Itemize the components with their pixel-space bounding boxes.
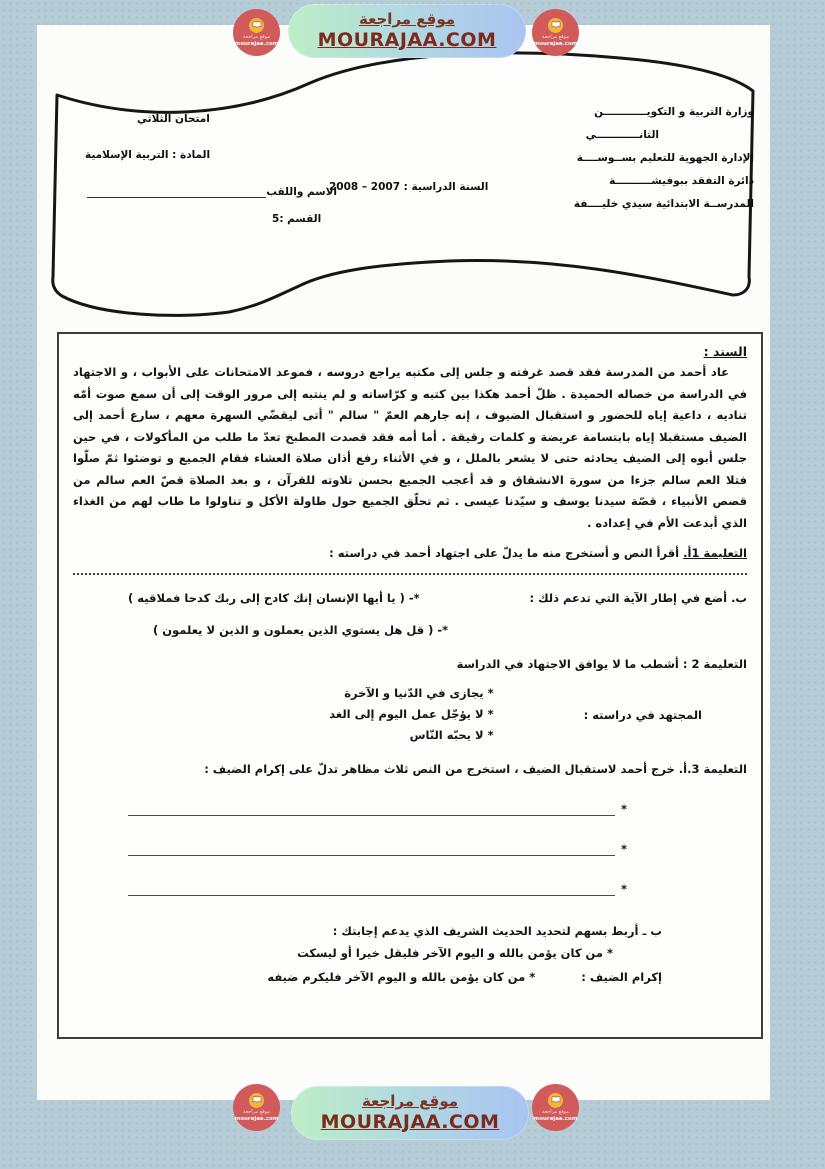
brand-badge-bottom-right: [532, 1084, 579, 1131]
badge-site-name: موقع مراجعة: [243, 1108, 270, 1115]
site-name-arabic[interactable]: موقع مراجعة: [358, 10, 456, 28]
question-2-row: [73, 683, 747, 746]
question-3b-row: [73, 970, 747, 984]
question-1a: [73, 546, 747, 560]
school-year: السنة الدراسية : 2007 – 2008: [329, 181, 489, 193]
badge-site-name: موقع مراجعة: [542, 1108, 569, 1115]
answer-dotted-line: [73, 570, 747, 575]
ministry-line: دائرة التفقد ببوفيشــــــــــة: [609, 175, 754, 187]
option-item: * لا يؤجّل عمل اليوم إلى الغد: [329, 707, 494, 721]
question-1b-label: ب. أضع في إطار الآية التي تدعم ذلك :: [529, 591, 747, 605]
answer-blank-line: [128, 842, 615, 856]
question-1b-row: [73, 591, 747, 605]
option-item: * لا يحبّه النّاس: [409, 728, 494, 742]
hadith-option-1: * من كان يؤمن بالله و اليوم الآخر فليقل خيرا أو ليسكت: [297, 946, 613, 960]
reading-passage: عاد أحمد من المدرسة فقد قصد غرفته و جلس إلى مكتبه يراجع دروسه ، فموعد الامتحانات على الأبواب ، و الاجتهاد في الدراسة من خصاله الحميدة . ظلّ أحمد هكذا بين كتبه و كرّاساته و لم ينتبه إلى مرور الوقت إلى أن سمع صوت أمّه تناديه ، داعية إياه للحضور و استقبال الضيوف ، إنه جارهم العمّ " سالم " أتى ليقضّي السهرة معهم ، سارع أحمد إلى الضيف مستقبلا إياه بابتسامة عريضة و كلمات رقيقة . أما أمه فقد قصدت المطبخ تعدّ ما طلب من المأكولات ، في حين جلس أبوه إلى الضيف يحادثه حتى لا يشعر بالملل ، و في الأثناء رفع أذان صلاة العشاء فقام الجميع و توضئوا ثمّ صلّوا فتلا العم سالم جزءا من سورة الانشقاق و قد أعجب الجميع بحسن تلاوته للقرآن ، و بعد الصلاة قصّ العم سالم من قصص الأنبياء ، قصّة سيدنا يوسف و سيّدنا عيسى . ثم تحلّق الجميع حول طاولة الأكل و تناولوا ما طاب لهم من الغذاء الذي أبدعت الأم في إعداده .: [73, 365, 747, 530]
answer-line-row: [128, 882, 627, 896]
question-1a-label: التعليمة 1أ.: [683, 546, 747, 560]
book-icon: [249, 1093, 264, 1108]
badge-domain: mourajaa.com: [234, 40, 279, 47]
answer-star: *: [620, 842, 627, 856]
ministry-line: المدرســة الابتدائية سيدي خليــــفة: [573, 198, 754, 210]
answer-line-row: [128, 842, 627, 856]
exam-content-box: [57, 332, 763, 1039]
name-field-row: [85, 185, 337, 198]
answer-star: *: [620, 802, 627, 816]
brand-pill-bottom[interactable]: [291, 1086, 529, 1140]
site-name-arabic[interactable]: موقع مراجعة: [361, 1092, 459, 1110]
question-2-label: المجتهد في دراسته :: [583, 707, 702, 722]
text-heading: السند :: [703, 344, 747, 359]
brand-badge-top-right: [532, 9, 579, 56]
name-label: الاسم واللقب: [266, 186, 337, 198]
book-icon: [548, 18, 563, 33]
question-2-options: [329, 683, 493, 746]
answer-blank-line: [128, 882, 615, 896]
answer-star: *: [620, 882, 627, 896]
badge-site-name: موقع مراجعة: [243, 33, 270, 40]
hadith-option-2: * من كان يؤمن بالله و اليوم الآخر فليكرم ضيفه: [267, 970, 536, 984]
question-3b-title: ب ـ أربط بسهم لتحديد الحديث الشريف الذي يدعم إجابتك :: [332, 924, 662, 938]
ministry-line: وزارة التربية و التكويــــــــــــن: [594, 106, 754, 118]
brand-pill-top[interactable]: [288, 4, 526, 58]
ministry-block: [574, 101, 754, 216]
ikram-label: إكرام الضيف :: [581, 970, 662, 984]
badge-site-name: موقع مراجعة: [542, 33, 569, 40]
site-domain[interactable]: MOURAJAA.COM: [317, 29, 497, 51]
verse-option-2: *- ( قل هل يستوي الذين يعملون و الذين لا يعلمون ): [153, 623, 449, 637]
badge-domain: mourajaa.com: [533, 1115, 578, 1122]
option-item: * يجازى في الدّنيا و الآخرة: [344, 686, 494, 700]
badge-domain: mourajaa.com: [533, 40, 578, 47]
book-icon: [548, 1093, 563, 1108]
question-1a-text: أقرأ النص و أستخرج منه ما يدلّ على اجتهاد أحمد في دراسته :: [329, 546, 684, 560]
ministry-line: الإدارة الجهوية للتعليم بســوســــة: [576, 152, 754, 164]
book-icon: [249, 18, 264, 33]
question-2-title: التعليمة 2 : أشطب ما لا يوافق الاجتهاد في الدراسة: [456, 657, 747, 671]
exam-paper: [37, 25, 770, 1100]
brand-badge-top-left: [233, 9, 280, 56]
site-domain[interactable]: MOURAJAA.COM: [320, 1111, 500, 1133]
answer-blank-line: [128, 802, 615, 816]
subject-line: المادة : التربية الإسلامية: [85, 149, 211, 161]
class-line: القسم :5: [272, 213, 322, 225]
question-3a-title: التعليمة 3.أ. خرج أحمد لاستقبال الضيف ، استخرج من النص ثلاث مظاهر تدلّ على إكرام الضيف :: [204, 762, 747, 776]
exam-term-title: امتحان الثلاثي: [137, 113, 210, 125]
name-blank-line: [87, 185, 266, 198]
ministry-line: الثانــــــــــــي: [585, 129, 659, 141]
verse-option-1: *- ( يا أيها الإنسان إنك كادح إلى ربك كدحا فملاقيه ): [128, 591, 420, 605]
answer-line-row: [128, 802, 627, 816]
badge-domain: mourajaa.com: [234, 1115, 279, 1122]
brand-badge-bottom-left: [233, 1084, 280, 1131]
